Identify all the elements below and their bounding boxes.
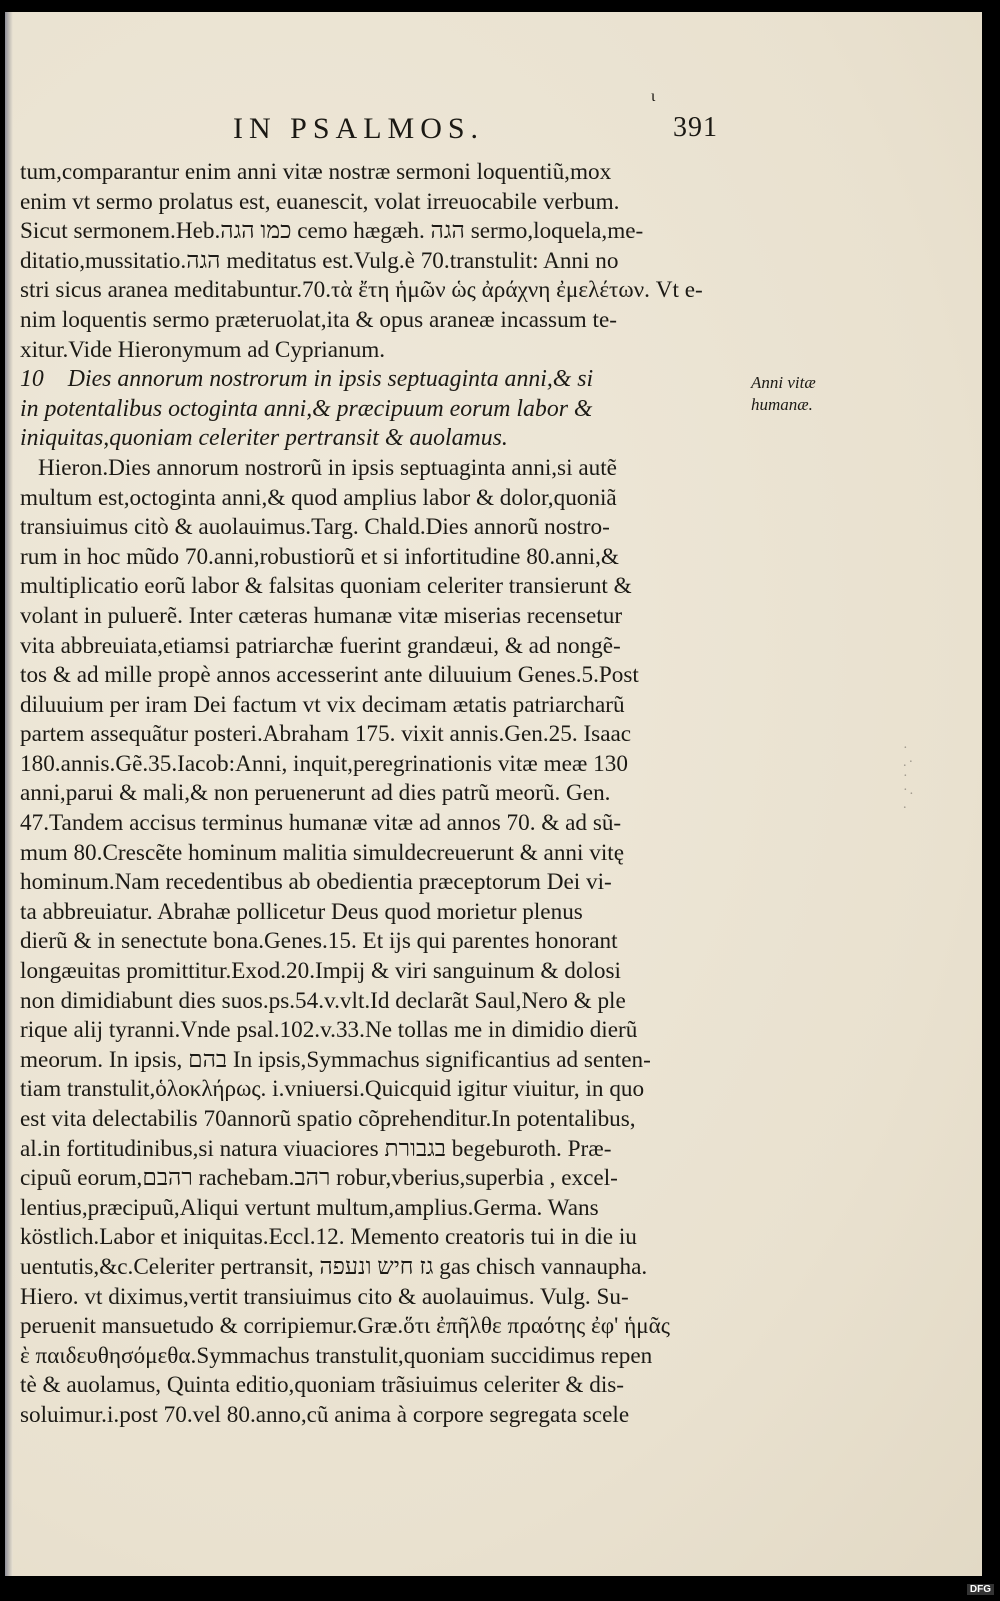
text-line: peruenit mansuetudo & corripiemur.Græ.ὅτι ἐπῆλθε πραότης ἐφ' ἡμᾶς xyxy=(20,1313,670,1340)
text-line: stri sicus aranea meditabuntur.70.τὰ ἔτη ἡμῶν ὡς ἀράχνη ἐμελέτων. Vt e- xyxy=(20,277,703,304)
text-line: xitur.Vide Hieronymum ad Cyprianum. xyxy=(20,336,386,363)
credit-text: Digitalisierung gefördert durch die Deutsche Forschungsgemeinschaft · xyxy=(587,1583,964,1595)
verse-line: in potentalibus octoginta anni,& præcipuum eorum labor & xyxy=(20,395,593,422)
text-line: uentutis,&c.Celeriter pertransit, גז חיש ונעפה gas chisch vannaupha. xyxy=(20,1253,648,1280)
marginal-note-line: humanæ. xyxy=(751,395,813,414)
text-line: ta abbreuiatur. Abrahæ pollicetur Deus quod morietur plenus xyxy=(20,898,583,925)
verse-line xyxy=(20,365,738,395)
verse-text: Dies annorum nostrorum in ipsis septuaginta anni,& si xyxy=(67,366,594,393)
text-line: tos & ad mille propè annos accesserint ante diluuium Genes.5.Post xyxy=(20,662,639,689)
running-head: IN PSALMOS. xyxy=(233,112,485,145)
text-line: multiplicatio eorũ labor & falsitas quoniam celeriter transierunt & xyxy=(20,573,632,600)
digitization-credit xyxy=(587,1583,994,1595)
printer-mark: ι xyxy=(651,88,656,105)
text-line: dierũ & in senectute bona.Genes.15. Et ijs qui parentes honorant xyxy=(20,928,618,955)
text-line: soluimur.i.post 70.vel 80.anno,cũ anima à corpore segregata scele xyxy=(20,1401,630,1428)
text-line: 47.Tandem accisus terminus humanæ vitæ ad annos 70. & ad sũ- xyxy=(20,810,622,837)
page-edge-shadow xyxy=(5,12,13,1576)
book-page xyxy=(5,12,982,1576)
text-line: 180.annis.Gẽ.35.Iacob:Anni, inquit,peregrinationis vitæ meæ 130 xyxy=(20,750,628,777)
text-line: tum,comparantur enim anni vitæ nostræ sermoni loquentiũ,mox xyxy=(20,159,612,185)
marginal-note-line: Anni vitæ xyxy=(751,373,816,392)
text-line: meorum. In ipsis, בהם In ipsis,Symmachus significantius ad senten- xyxy=(20,1046,651,1073)
text-line: tiam transtulit,ὁλοκλήρως. i.vniuersi.Quicquid igitur viuitur, in quo xyxy=(20,1076,645,1103)
verse-number: 10 xyxy=(20,366,44,393)
text-line: non dimidiabunt dies suos.ps.54.v.vlt.Id declarãt Saul,Nero & ple xyxy=(20,987,626,1014)
text-line: vita abbreuiata,etiamsi patriarchæ fuerint grandæui, & ad nongẽ- xyxy=(20,632,621,659)
text-line: est vita delectabilis 70annorũ spatio cõprehenditur.In potentalibus, xyxy=(20,1106,636,1132)
text-line: ditatio,mussitatio.הגה meditatus est.Vulg.è 70.transtulit: Anni no xyxy=(20,247,619,274)
text-line: diluuium per iram Dei factum vt vix decimam ætatis patriarcharũ xyxy=(20,691,625,718)
text-line: enim vt sermo prolatus est, euanescit, volat irreuocabile verbum. xyxy=(20,188,620,215)
text-line: rum in hoc mũdo 70.anni,robustiorũ et si infortitudine 80.anni,& xyxy=(20,543,619,570)
text-line: rique alij tyranni.Vnde psal.102.v.33.Ne tollas me in dimidio dierũ xyxy=(20,1017,638,1044)
text-line: Sicut sermonem.Heb.כמו הגה cemo hægæh. הגה sermo,loquela,me- xyxy=(20,218,644,245)
verse-line: iniquitas,quoniam celeriter pertransit & auolamus. xyxy=(20,425,508,452)
text-line: nim loquentis sermo præteruolat,ita & opus araneæ incassum te- xyxy=(20,306,617,333)
marginal-note xyxy=(751,372,861,416)
text-line: lentius,præcipuũ,Aliqui vertunt multum,amplius.Germa. Wans xyxy=(20,1194,599,1221)
dfg-logo: DFG xyxy=(967,1584,994,1595)
text-line: longæuitas promittitur.Exod.20.Impij & viri sanguinum & dolosi xyxy=(20,958,621,985)
commentary-text-block xyxy=(20,158,738,1431)
text-line: anni,parui & mali,& non peruenerunt ad dies patrũ meorũ. Gen. xyxy=(20,780,611,807)
text-line: partem assequãtur posteri.Abraham 175. vixit annis.Gen.25. Isaac xyxy=(20,721,632,748)
text-line: hominum.Nam recedentibus ab obedientia præceptorum Dei vi- xyxy=(20,869,612,896)
paper-speckle: · .· · ·. . xyxy=(903,741,916,812)
text-line: tè & auolamus, Quinta editio,quoniam trãsiuimus celeriter & dis- xyxy=(20,1372,625,1399)
text-line: Hieron.Dies annorum nostrorũ in ipsis septuaginta anni,si autẽ xyxy=(38,454,617,481)
text-line: mum 80.Crescẽte hominum malitia simuldecreuerunt & anni vitę xyxy=(20,839,625,866)
text-line: Hiero. vt diximus,vertit transiuimus cito & auolauimus. Vulg. Su- xyxy=(20,1283,629,1310)
text-line: ὲ παιδευθησόμεθα.Symmachus transtulit,quoniam succidimus repen xyxy=(20,1342,653,1369)
text-line: transiuimus citò & auolauimus.Targ. Chald.Dies annorũ nostro- xyxy=(20,514,610,541)
text-line: multum est,octoginta anni,& quod amplius labor & dolor,quoniã xyxy=(20,484,617,511)
text-line: volant in puluerẽ. Inter cæteras humanæ vitæ miserias recensetur xyxy=(20,602,623,629)
page-number: 391 xyxy=(673,112,718,143)
text-line: köstlich.Labor et iniquitas.Eccl.12. Memento creatoris tui in die iu xyxy=(20,1224,637,1251)
text-line: al.in fortitudinibus,si natura viuaciores בגבורת begeburoth. Præ- xyxy=(20,1135,612,1162)
text-line: cipuũ eorum,רהבם rachebam.רהב robur,vberius,superbia , excel- xyxy=(20,1165,618,1192)
